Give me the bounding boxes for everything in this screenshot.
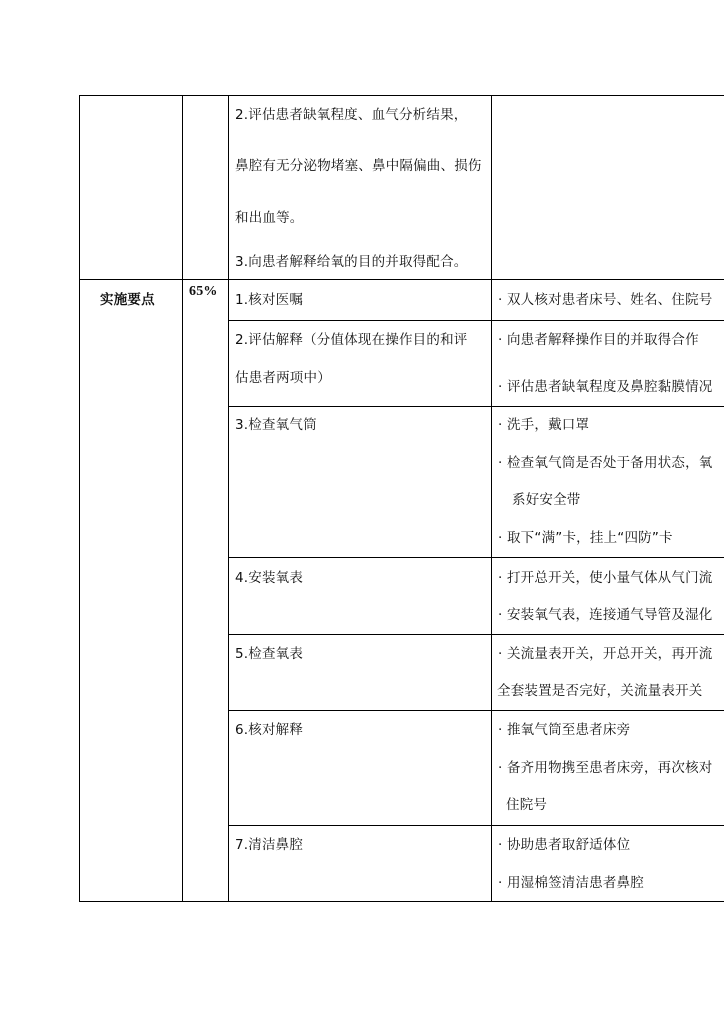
row-divider (228, 634, 724, 635)
table-left-border (79, 95, 80, 902)
step-text: 7.清洁鼻腔 (235, 837, 304, 853)
step-text: 2.评估解释（分值体现在操作目的和评 (235, 332, 468, 348)
step-text: 6.核对解释 (235, 722, 304, 738)
top-block-line: 2.评估患者缺氧程度、血气分析结果， (235, 107, 468, 123)
detail-text: 住院号 (506, 797, 548, 813)
step-text: 4.安装氧表 (235, 570, 304, 586)
top-block-line: 和出血等。 (235, 210, 304, 226)
row-divider (228, 557, 724, 558)
detail-text: 系好安全带 (512, 492, 581, 508)
step-text: 1.核对医嘱 (235, 292, 304, 308)
step-text: 5.检查氧表 (235, 646, 304, 662)
detail-text: · 备齐用物携至患者床旁，再次核对 (498, 760, 713, 776)
step-text: 估患者两项中） (235, 370, 331, 386)
top-block-line: 鼻腔有无分泌物堵塞、鼻中隔偏曲、损伤 (235, 158, 482, 174)
top-block-line: 3.向患者解释给氧的目的并取得配合。 (235, 254, 468, 270)
detail-text: · 评估患者缺氧程度及鼻腔黏膜情况 (498, 379, 713, 395)
detail-text: · 协助患者取舒适体位 (498, 837, 631, 853)
column-divider (491, 95, 492, 902)
detail-text: · 双人核对患者床号、姓名、住院号 (498, 292, 713, 308)
column-divider (228, 95, 229, 902)
row-divider (228, 406, 724, 407)
detail-text: · 安装氧气表，连接通气导管及湿化 (498, 607, 713, 623)
step-text: 3.检查氧气筒 (235, 417, 317, 433)
detail-text: · 打开总开关，使小量气体从气门流 (498, 570, 713, 586)
table-top-border (79, 95, 724, 96)
detail-text: · 向患者解释操作目的并取得合作 (498, 332, 699, 348)
row-divider (228, 320, 724, 321)
section-label: 实施要点 (100, 292, 155, 308)
section-divider (79, 279, 724, 280)
detail-text: · 关流量表开关，开总开关，再开流 (498, 646, 713, 662)
row-divider (228, 825, 724, 826)
column-divider (182, 95, 183, 902)
table-bottom-border (79, 901, 724, 902)
section-weight: 65% (189, 284, 218, 299)
detail-text: · 推氧气筒至患者床旁 (498, 722, 631, 738)
detail-text: · 取下“满”卡，挂上“四防”卡 (498, 530, 673, 546)
detail-text: · 用湿棉签清洁患者鼻腔 (498, 875, 644, 891)
detail-text: 全套装置是否完好，关流量表开关 (497, 683, 703, 699)
detail-text: · 检查氧气筒是否处于备用状态，氧 (498, 455, 713, 471)
row-divider (228, 710, 724, 711)
detail-text: · 洗手，戴口罩 (498, 417, 590, 433)
